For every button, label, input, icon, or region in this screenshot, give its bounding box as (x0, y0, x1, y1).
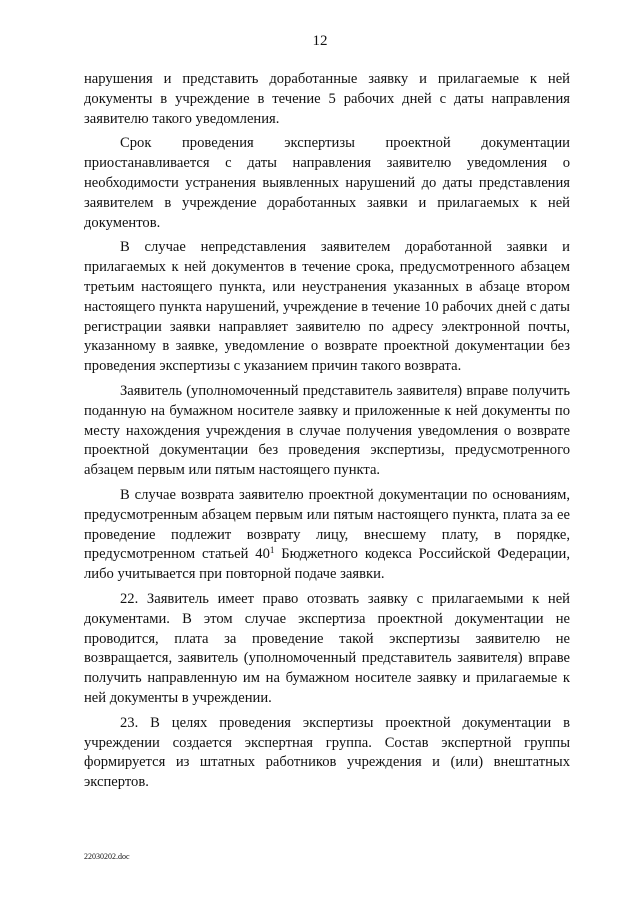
fee-refund-text-start: В случае возврата заявителю проектной документации по основаниям, предусмотренным абзацем первым или пятым настоящего пункта, плата за ее проведение подлежит возврату лицу, внесшему плату, в порядке, предусмотренном статьей 40 (84, 486, 570, 563)
document-body (84, 70, 570, 798)
paragraph-continuation: нарушения и представить доработанные заявку и прилагаемые к ней документы в учреждение в течение 5 рабочих дней с даты направления заявителю такого уведомления. (84, 71, 570, 127)
paragraph-non-submission: В случае непредставления заявителем доработанной заявки и прилагаемых к ней документов в течение срока, предусмотренного абзацем третьим настоящего пункта, или неустранения указанных в абзаце втором настоящего пункта нарушений, учреждение в течение 10 рабочих дней с даты регистрации заявки направляет заявителю по адресу электронной почты, указанному в заявке, уведомление о возврате проектной документации без проведения экспертизы с указанием причин такого возврата. (84, 239, 570, 375)
paragraph-fee-refund (84, 486, 570, 585)
paragraph-22: 22. Заявитель имеет право отозвать заявку с прилагаемыми к ней документами. В этом случае экспертиза проектной документации не проводится, плата за проведение такой экспертизы заявителю не возвращается, заявитель (уполномоченный представитель заявителя) вправе получить направленную им на бумажном носителе заявку и прилагаемые к ней документы в учреждении. (84, 590, 570, 706)
page-number: 12 (312, 33, 328, 49)
paragraph-applicant-rights: Заявитель (уполномоченный представитель заявителя) вправе получить поданную на бумажном носителе заявку и приложенные к ней документы по месту нахождения учреждения в случае получения уведомления о возврате проектной документации без проведения экспертизы, предусмотренного абзацем первым или пятым настоящего пункта. (84, 382, 570, 479)
paragraph-23: 23. В целях проведения экспертизы проектной документации в учреждении создается экспертная группа. Состав экспертной группы формируется из штатных работников учреждения и (или) внештатных экспертов. (84, 714, 570, 791)
article-superscript: 1 (269, 545, 275, 556)
fee-refund-text-end: Бюджетного кодекса Российской Федерации, либо учитывается при повторной подаче заявки. (84, 546, 571, 583)
footer-filename: 22030202.doc (84, 852, 130, 861)
paragraph-suspension: Срок проведения экспертизы проектной документации приостанавливается с даты направления заявителю уведомления о необходимости устранения выявленных нарушений до даты представления заявителем в учреждение доработанных заявки и прилагаемых к ней документов. (84, 135, 570, 231)
